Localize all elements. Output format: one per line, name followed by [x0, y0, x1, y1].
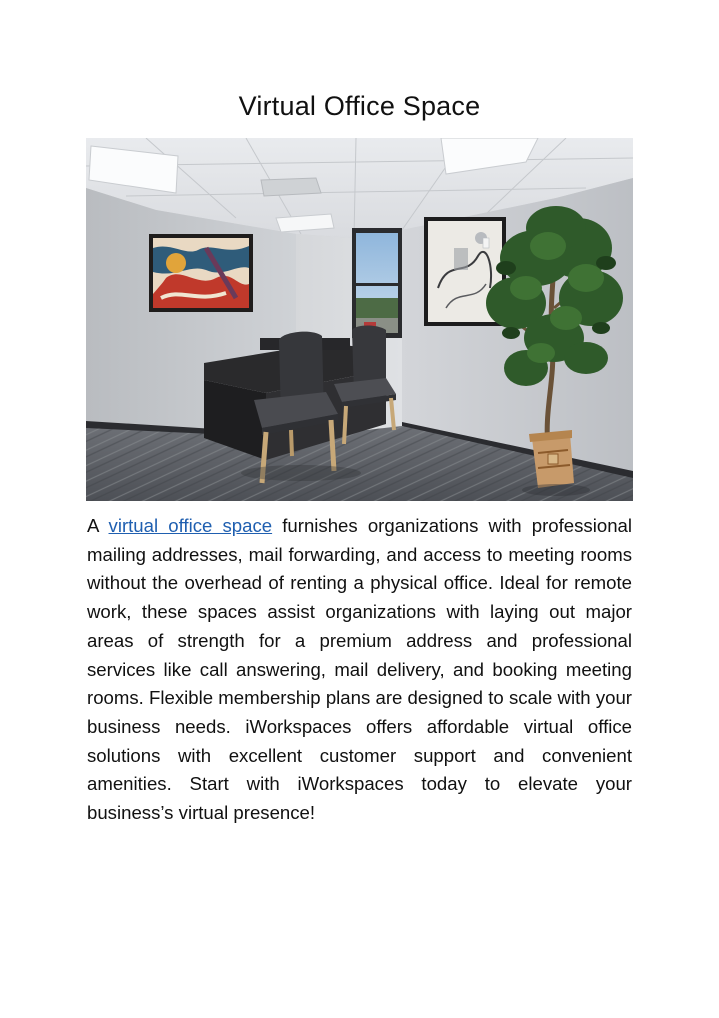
body-paragraph: [87, 512, 632, 828]
paragraph-rest: furnishes organizations with professional mailing addresses, mail forwarding, and access to meeting rooms without the overhead of renting a physical office. Ideal for remote work, these spaces assist organizations with laying out major areas of strength for a premium address and professional services like call answering, mail delivery, and booking meeting rooms. Flexible membership plans are designed to scale with your business needs. iWorkspaces offers affordable virtual office solutions with excellent customer support and convenient amenities. Start with iWorkspaces today to elevate your business’s virtual presence!: [87, 515, 633, 824]
office-photo: [86, 138, 633, 501]
paragraph-lead: A: [87, 515, 109, 536]
page-title: Virtual Office Space: [238, 91, 481, 121]
virtual-office-space-link[interactable]: virtual office space: [108, 515, 273, 536]
office-photo-illustration: [86, 138, 633, 501]
